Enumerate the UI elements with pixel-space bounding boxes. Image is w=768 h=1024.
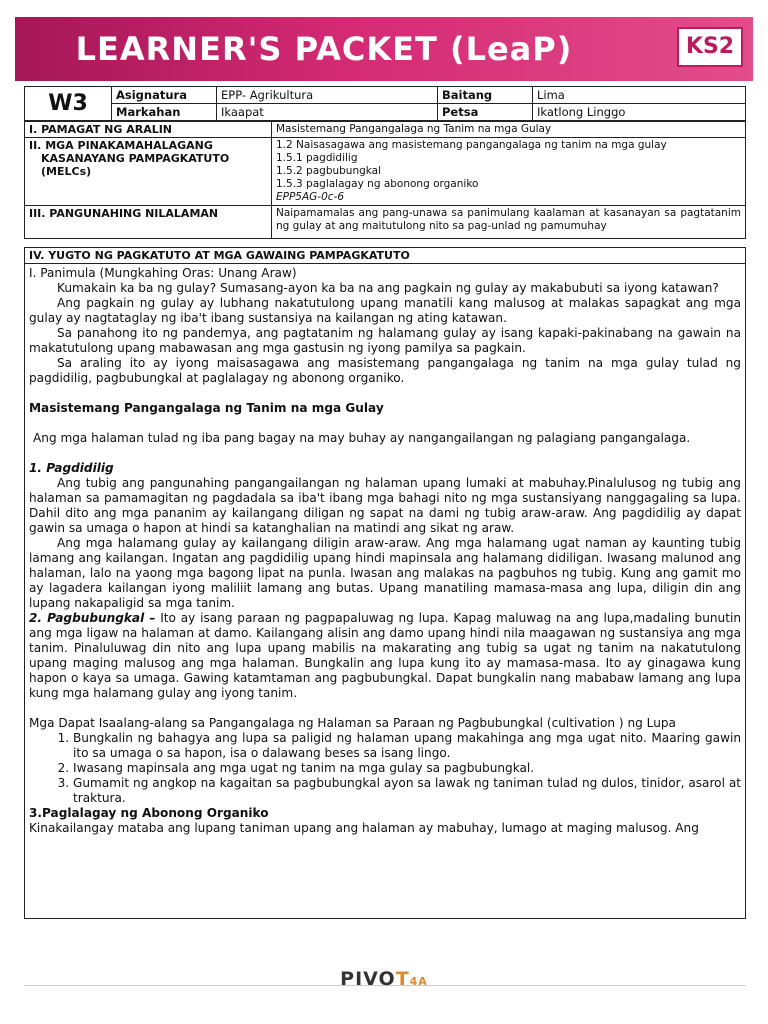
pivot-logo-text-c: 4A: [409, 975, 428, 988]
melc-item: 1.5.2 pagbubungkal: [276, 165, 382, 177]
baitang-value: Lima: [533, 87, 746, 104]
paragraph: Kumakain ka ba ng gulay? Sumasang-ayon ka ba na ang pagkain ng gulay ay makabubuti sa iyong katawan?: [57, 281, 719, 295]
learning-content-box: [24, 247, 746, 919]
list-item: 2. Iwasang mapinsala ang mga ugat ng tanim na mga gulay sa pagbubungkal.: [73, 761, 741, 776]
ks2-badge: KS2: [677, 27, 743, 67]
paragraph: Kinakailangay mataba ang lupang taniman upang ang halaman ay mabuhay, lumago at maging malusog. Ang: [29, 821, 699, 835]
list-item: 3. Gumamit ng angkop na kagaitan sa pagbubungkal ayon sa lawak ng taniman tulad ng dulos, tinidor, asarol at traktura.: [73, 776, 741, 806]
pamagat-label: I. PAMAGAT NG ARALIN: [25, 122, 272, 138]
abono-title: 3.Paglalagay ng Abonong Organiko: [29, 806, 269, 820]
paragraph: Ang tubig ang pangunahing pangangailangan ng halaman upang lumaki at mabuhay.Pinalulusog ng tubig ang halaman sa pamamagitan ng pagdadala sa iba't ibang mga bahagi nito ng mga sustansiyang nanggagaling sa lupa. Dahil dito ang mga pananim ay kailangang diligan ng sapat na dami ng tubig araw-araw. Ang pagdidilig ay dapat gawin sa umaga o hapon at hindi sa katanghalian na matindi ang sikat ng araw.: [29, 476, 741, 535]
spacer: [29, 446, 741, 461]
melcs-value: [272, 138, 746, 206]
paragraph: Ang mga halaman tulad ng iba pang bagay na may buhay ay nangangailangan ng palagiang pangangalaga.: [33, 431, 691, 445]
petsa-label: Petsa: [438, 104, 533, 121]
section-title: Masistemang Pangangalaga ng Tanim na mga Gulay: [29, 401, 384, 415]
pagbubungkal-paragraph: [29, 611, 741, 701]
pivot-logo: [0, 968, 768, 990]
melc-code-text: EPP5AG-0c-6: [276, 191, 345, 203]
leap-banner: [15, 17, 753, 81]
melc-item: 1.5.1 pagdidilig: [276, 152, 358, 164]
pamagat-value: Masistemang Pangangalaga ng Tanim na mga Gulay: [272, 122, 746, 138]
list-item: 1. Bungkalin ng bahagya ang lupa sa paligid ng halaman upang makahinga ang mga ugat nito. Maaring gawin ito sa umaga o sa hapon, isa o dalawang beses sa isang lingo.: [73, 731, 741, 761]
nilalaman-value: Naipamamalas ang pang-unawa sa panimulang kaalaman at kasanayan sa pagtatanim ng gulay at ang maitutulong nito sa pag-unlad ng pamumuhay: [272, 206, 746, 239]
melcs-label: [25, 138, 272, 206]
markahan-label: Markahan: [112, 104, 217, 121]
asignatura-label: Asignatura: [112, 87, 217, 104]
pagbubungkal-list: [29, 731, 741, 806]
melcs-label-line2: KASANAYANG PAMPAGKATUTO: [41, 152, 230, 165]
panimula-line: I. Panimula (Mungkahing Oras: Unang Araw): [29, 266, 297, 280]
markahan-value: Ikaapat: [217, 104, 438, 121]
paragraph: Mga Dapat Isaalang-alang sa Pangangalaga ng Halaman sa Paraan ng Pagbubungkal (cultivation ) ng Lupa: [29, 716, 676, 730]
melc-item: 1.2 Naisasagawa ang masistemang pangangalaga ng tanim na mga gulay: [276, 139, 667, 151]
baitang-label: Baitang: [438, 87, 533, 104]
pagbubungkal-text: Ito ay isang paraan ng pagpapaluwag ng lupa. Kapag maluwag na ang lupa,madaling bunutin ang mga ligaw na halaman at damo. Kailangang alisin ang damo upang hindi nila maagawan ng sustansiya ang mga tanim. Pinaluluwag din nito ang lupa upang mabilis na makarating ang tubig sa ugat ng tanim na nakatutulong upang maging malusog ang mga halaman. Bungkalin ang lupa kung ito ay mamasa-masa. Ito ay ginagawa kung hapon o kaya sa umaga. Gawing katamtaman ang pagbubungkal. Dapat bungkalin nang mababaw lamang ang lupa kung mga halamang gulay ang iyong tanim.: [29, 611, 741, 700]
week-label: W3: [25, 87, 112, 121]
spacer: [29, 701, 741, 716]
paragraph: Ang mga halamang gulay ay kailangang diligin araw-araw. Ang mga halamang ugat naman ay kaunting tubig lamang ang kailangan. Ingatan ang pagdidilig upang hindi mapinsala ang halamang didiligan. Iwasang malunod ang halaman, lalo na yaong mga bagong lipat na punla. Iwasan ang malakas na pagbuhos ng tubig. Kung ang gamit mo ay lagadera kailangan iyong maliliit lamang ang butas. Upang manatiling mamasa-masa ang lupa, diligin din ang lupang nakapaligid sa mga tanim.: [29, 536, 741, 610]
asignatura-value: EPP- Agrikultura: [217, 87, 438, 104]
pagdidilig-title: 1. Pagdidilig: [29, 461, 114, 475]
lesson-info-table: [24, 121, 746, 239]
melc-code: [276, 191, 741, 204]
melcs-label-line1: II. MGA PINAKAMAHALAGANG: [29, 139, 213, 152]
pagbubungkal-title: 2. Pagbubungkal –: [29, 611, 156, 625]
spacer: [29, 386, 741, 401]
melc-item: 1.5.3 paglalagay ng abonong organiko: [276, 178, 479, 190]
spacer: [29, 416, 741, 431]
melcs-label-line3: (MELCs): [41, 165, 92, 178]
nilalaman-label: III. PANGUNAHING NILALAMAN: [25, 206, 272, 239]
yugto-heading: IV. YUGTO NG PAGKATUTO AT MGA GAWAING PAMPAGKATUTO: [25, 248, 745, 264]
paragraph: Ang pagkain ng gulay ay lubhang nakatutulong upang manatili kang malusog at malakas sapagkat ang mga gulay ay nagtataglay ng iba't ibang sustansiya na kailangan ng ating katawan.: [29, 296, 741, 325]
pivot-logo-text-a: PIVO: [340, 968, 396, 990]
banner-title: LEARNER'S PACKET (LeaP): [75, 30, 573, 68]
pivot-logo-text-b: T: [395, 968, 410, 990]
paragraph: Sa panahong ito ng pandemya, ang pagtatanim ng halamang gulay ay isang kapaki-pakinabang na gawain na makatutulong upang mabawasan ang mga gastusin ng iyong pamilya sa pagkain.: [29, 326, 741, 355]
paragraph: Sa araling ito ay iyong maisasagawa ang masistemang pangangalaga ng tanim na mga gulay tulad ng pagdidilig, pagbubungkal at paglalagay ng abonong organiko.: [29, 356, 741, 385]
petsa-value: Ikatlong Linggo: [533, 104, 746, 121]
content-body: [25, 264, 745, 838]
lesson-header-table: [24, 86, 746, 121]
